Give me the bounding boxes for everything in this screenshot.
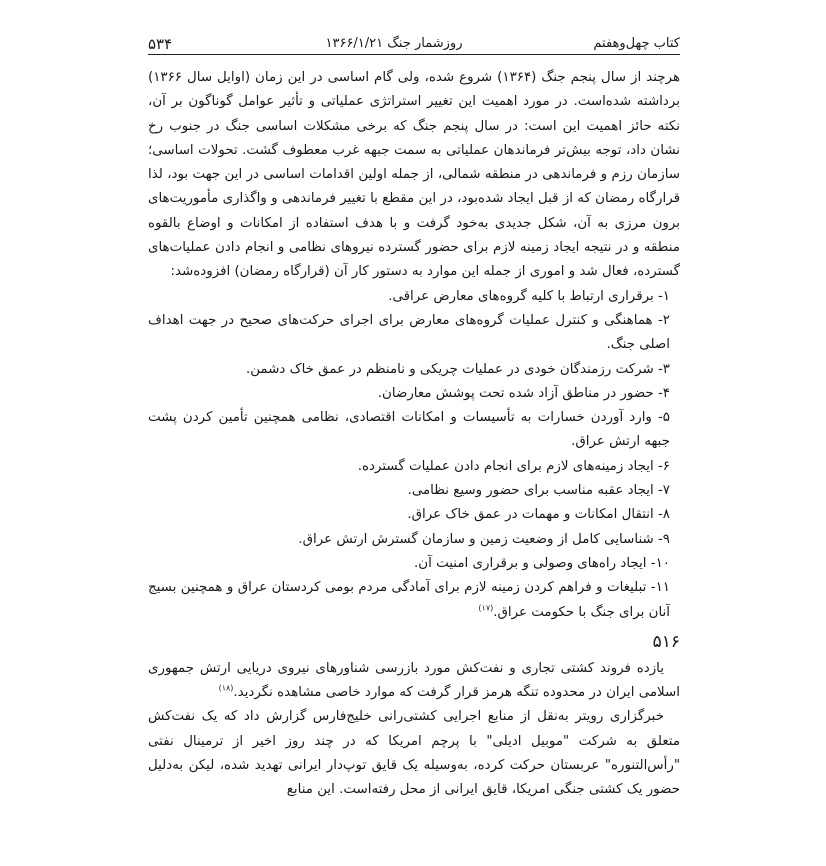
page-number: ۵۳۴ [148, 35, 173, 53]
entry-paragraph-text: یازده فروند کشتی تجاری و نفت‌کش مورد بازرسی شناورهای نیروی دریایی ارتش جمهوری اسلامی ایران در محدوده تنگه هرمز قرار گرفت که موارد خاصی مشاهده نگردید. [148, 660, 680, 701]
list-item: ۶- ایجاد زمینه‌های لازم برای انجام دادن عملیات گسترده. [357, 458, 670, 474]
body-text [148, 66, 680, 803]
list-item: ۷- ایجاد عقبه مناسب برای حضور وسیع نظامی. [407, 483, 670, 499]
list-item-last [148, 576, 670, 625]
list-item: ۹- شناسایی کامل از وضعیت زمین و سازمان گسترش ارتش عراق. [298, 531, 670, 547]
list-item-text: ۱۱- تبلیغات و فراهم کردن زمینه لازم برای آمادگی مردم بومی کردستان عراق و همچنین بسیج آنان برای جنگ با حکومت عراق. [148, 580, 670, 620]
intro-paragraph: هرچند از سال پنجم جنگ (۱۳۶۴) شروع شده، ولی گام اساسی در این زمان (اوایل سال ۱۳۶۶) برداشته شده‌است. در مورد اهمیت این تغییر استراتژی عملیاتی و تأثیر عوامل گوناگون بر آن، نکته حائز اهمیت این است: در سال پنجم جنگ که برخی مشکلات اساسی جنگ در جنوب رخ نشان داد، توجه بیش‌تر فرماندهان عملیاتی به سمت جبهه غرب معطوف گشت. تحولات اساسی؛ سازمان رزم و فرماندهی در منطقه شمالی، از جمله اولین اقدامات اساسی در این جهت بود، لذا قرارگاه رمضان که از قبل ایجاد شده‌بود، در این مقطع با تغییر فرماندهی و واگذاری مأموریت‌های برون مرزی به آن، شکل جدیدی به‌خود گرفت و با هدف استفاده از امکانات و اوضاع بالقوه منطقه و در نتیجه ایجاد زمینه لازم برای حضور گسترده نیروهای نظامی و انجام دادن عملیات‌های گسترده، فعال شد و اموری از جمله این موارد به دستور کار آن (قرارگاه رمضان) افزوده‌شد: [148, 70, 681, 280]
footnote-ref: (۱۸) [218, 683, 234, 693]
mission-list [148, 285, 680, 625]
list-item: ۵- وارد آوردن خسارات به تأسیسات و امکانات اقتصادی، نظامی همچنین تأمین کردن پشت جبهه ارتش عراق. [148, 410, 670, 450]
book-title: کتاب چهل‌وهفتم [593, 36, 680, 51]
list-item: ۲- هماهنگی و کنترل عملیات گروه‌های معارض برای اجرای حرکت‌های صحیح در جهت اهداف اصلی جنگ. [148, 312, 670, 353]
entry-number: ۵۱۶ [652, 631, 680, 652]
chronicle-date-title: روزشمار جنگ ۱۳۶۶/۱/۲۱ [325, 36, 463, 51]
entry-paragraph: خبرگزاری رویتر به‌نقل از منابع اجرایی کشتی‌رانی خلیج‌فارس گزارش داد که یک نفت‌کش متعلق به شرکت "موبیل ادیلی" با پرچم امریکا که در چند روز اخیر از ترمینال نفتی "رأس‌التنوره" عربستان حرکت کرده، به‌وسیله یک قایق توپ‌دار ایرانی تهدید شده، لیکن به‌دلیل حضور یک کشتی جنگی امریکا، قایق ایرانی از محل رفته‌است. این منابع [148, 709, 680, 798]
list-item: ۸- انتقال امکانات و مهمات در عمق خاک عراق. [407, 507, 670, 523]
list-item: ۳- شرکت رزمندگان خودی در عملیات چریکی و نامنظم در عمق خاک دشمن. [245, 361, 670, 377]
list-item: ۴- حضور در مناطق آزاد شده تحت پوشش معارضان. [377, 385, 670, 401]
footnote-ref: (۱۷) [478, 603, 494, 613]
running-header [148, 30, 680, 55]
list-item: ۱- برقراری ارتباط با کلیه گروه‌های معارض عراقی. [388, 288, 670, 304]
list-item: ۱۰- ایجاد راه‌های وصولی و برقراری امنیت آن. [414, 555, 670, 571]
entry-paragraph [148, 657, 680, 706]
